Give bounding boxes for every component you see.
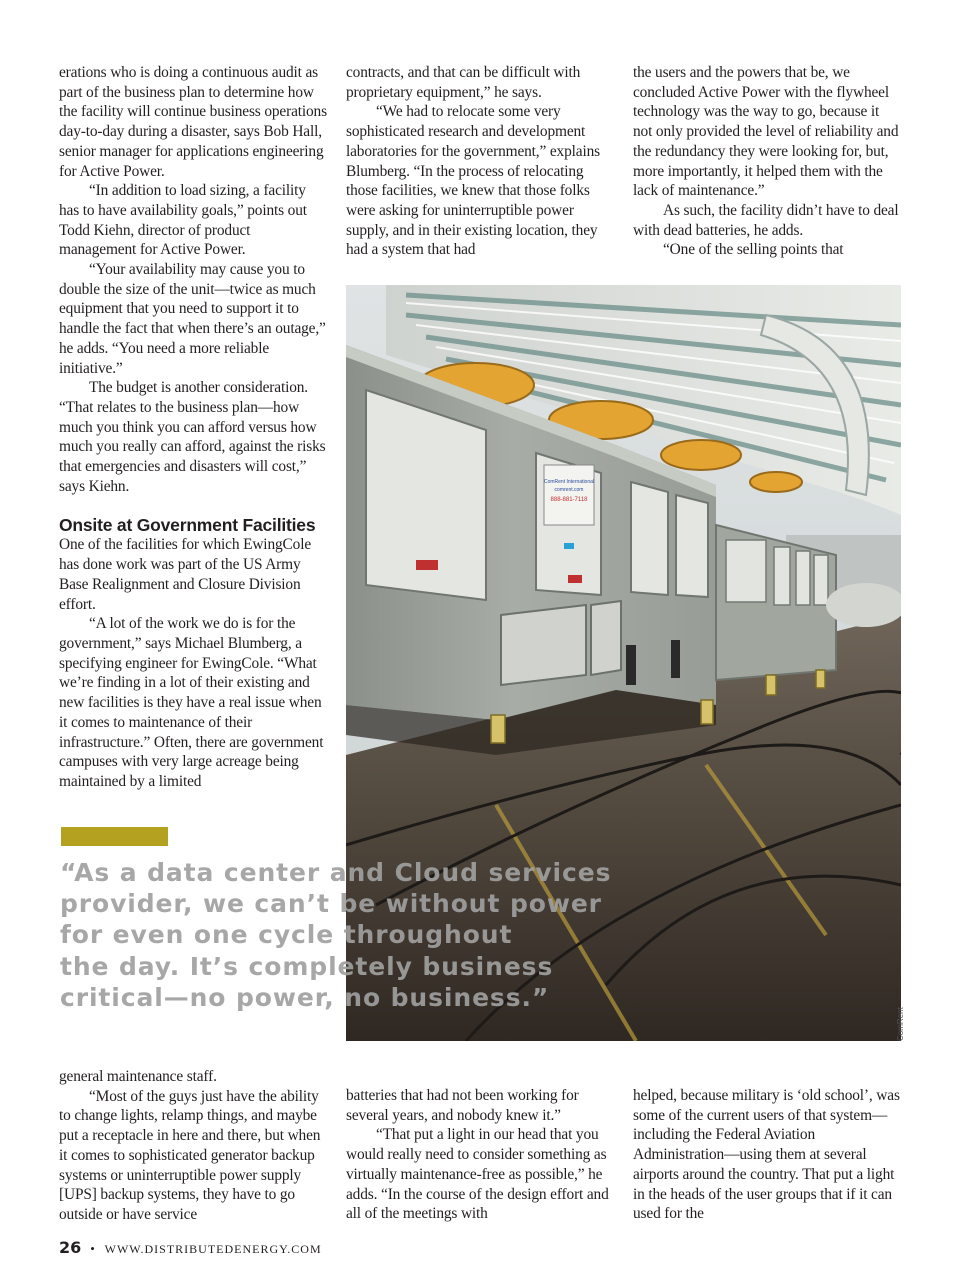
paragraph: helped, because military is ‘old school’, was some of the current users of that system—including the Federal Aviation Administration—using them at several airports around the country. That put a light in the heads of the user groups that if it can used for the — [633, 1087, 900, 1223]
section-heading: Onsite at Government Facilities — [59, 515, 316, 536]
paragraph: “That put a light in our head that you would really need to consider something as virtually maintenance-free as possible,” he adds. “In the course of the design effort and all of the meetings with — [346, 1126, 609, 1223]
paragraph: One of the facilities for which EwingCole has done work was part of the US Army Base Realignment and Closure Division effort. — [59, 536, 311, 613]
pull-quote-line: the day. It’s completely business — [60, 951, 554, 981]
paragraph: The budget is another consideration. “That relates to the business plan—how much you think you can afford versus how much you really can afford, against the risks that emergencies and disasters will cost,” says Kiehn. — [59, 379, 326, 495]
column-2-bottom — [346, 1086, 614, 1224]
page-footer — [59, 1238, 322, 1257]
unit-label-line1: ComRent International — [543, 479, 595, 485]
paragraph: contracts, and that can be difficult with proprietary equipment,” he says. — [346, 64, 581, 101]
column-3-top — [633, 63, 901, 260]
pull-quote — [60, 857, 620, 1013]
paragraph: general maintenance staff. — [59, 1068, 217, 1085]
column-2-top — [346, 63, 614, 260]
column-1-top — [59, 63, 327, 792]
paragraph: “A lot of the work we do is for the government,” says Michael Blumberg, a specifying engineer for EwingCole. “What we’re finding in a lot of their existing and new facilities is they have a real issue when it comes to maintenance of their infrastructure.” Often, there are government campuses with very large acreage being maintained by a limited — [59, 615, 324, 790]
paragraph: As such, the facility didn’t have to deal with dead batteries, he adds. — [633, 201, 899, 239]
paragraph: “In addition to load sizing, a facility has to have availability goals,” points out Todd Kiehn, director of product management for Active Power. — [59, 182, 307, 259]
paragraph: “One of the selling points that — [663, 241, 844, 259]
page-number: 26 — [59, 1238, 82, 1257]
paragraph: “Your availability may cause you to double the size of the unit—twice as much equipment that you need to support it to handle the fact that when there’s an outage,” he adds. “You need a more reliable initiative.” — [59, 261, 326, 377]
pull-quote-line: “As a data center and Cloud services — [60, 858, 612, 887]
paragraph: erations who is doing a continuous audit as part of the business plan to determine how the facility will continue business operations day-to-day during a disaster, says Bob Hall, senior manager for applications engineering for Active Power. — [59, 64, 327, 180]
unit-label-line3: 888-881-7118 — [550, 497, 588, 503]
column-3-bottom — [633, 1086, 901, 1224]
paragraph: “Most of the guys just have the ability to change lights, relamp things, and maybe put a receptacle in here and there, but when it comes to sophisticated generator backup systems or uninterruptible power supply [UPS] backup systems, they have to go outside or have service — [59, 1087, 321, 1223]
pull-quote-line: provider, we can’t be without power — [60, 889, 602, 919]
column-1-bottom — [59, 1067, 327, 1225]
website-link[interactable]: WWW.DISTRIBUTEDENERGY.COM — [104, 1242, 322, 1256]
unit-label-line2: comrent.com — [554, 487, 584, 493]
photo-credit: ComRent — [896, 1007, 905, 1041]
pull-quote-accent-bar — [61, 827, 168, 846]
footer-separator: • — [90, 1241, 96, 1256]
paragraph: batteries that had not been working for several years, and nobody knew it.” — [346, 1087, 579, 1124]
paragraph: the users and the powers that be, we concluded Active Power with the flywheel technology was the way to go, because it not only provided the level of reliability and the redundancy they were looking for, but, more importantly, it helped them with the lack of maintenance.” — [633, 64, 899, 200]
pull-quote-line: for even one cycle throughout — [60, 920, 513, 950]
pull-quote-line: critical—no power, no business.” — [60, 982, 550, 1012]
paragraph: “We had to relocate some very sophisticated research and development laboratories for the government,” explains Blumberg. “In the process of relocating those facilities, we knew that those folks were asking for uninterruptible power supply, and in their existing location, they had a system that had — [346, 103, 600, 259]
